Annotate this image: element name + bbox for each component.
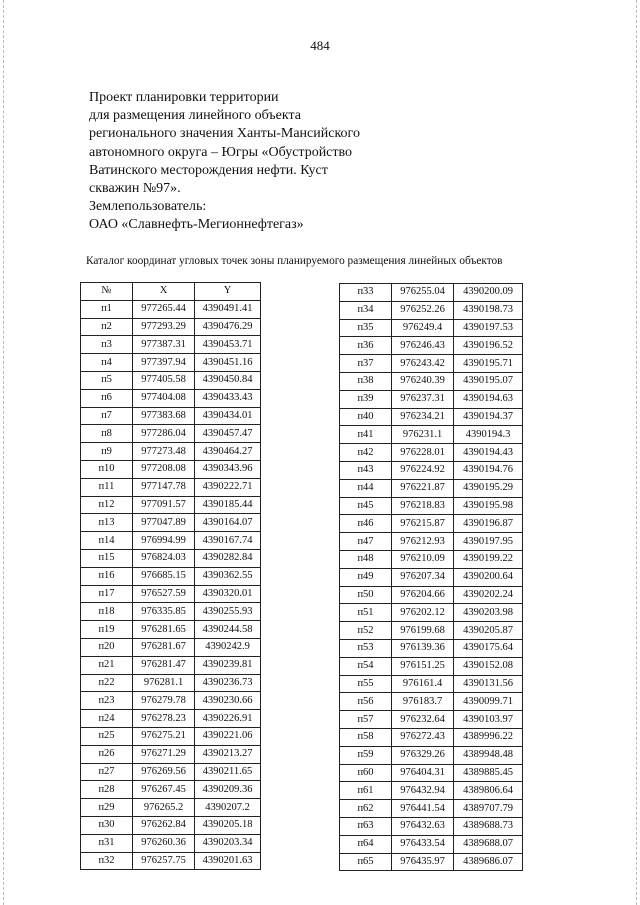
x-coordinate-cell: 976255.04: [392, 284, 454, 302]
header-line: для размещения линейного объекта: [89, 108, 301, 124]
point-number-cell: п19: [81, 621, 133, 639]
point-number-cell: п44: [340, 479, 392, 497]
point-number-cell: п22: [81, 674, 133, 692]
table-row: [81, 496, 261, 514]
y-coordinate-cell: 4390200.09: [454, 284, 523, 302]
x-coordinate-cell: 976404.31: [392, 764, 454, 782]
table-row: [81, 300, 261, 318]
x-coordinate-cell: 977293.29: [133, 318, 195, 336]
y-coordinate-cell: 4390211.65: [195, 763, 261, 781]
document-header: [89, 89, 409, 235]
x-coordinate-cell: 976271.29: [133, 745, 195, 763]
table-row: [340, 728, 523, 746]
y-coordinate-cell: 4390434.01: [195, 407, 261, 425]
table-row: [340, 319, 523, 337]
y-coordinate-cell: 4390239.81: [195, 656, 261, 674]
x-coordinate-cell: 976234.21: [392, 408, 454, 426]
table-row: [81, 727, 261, 745]
table-row: [340, 497, 523, 515]
y-coordinate-cell: 4390221.06: [195, 727, 261, 745]
x-coordinate-cell: 977273.48: [133, 443, 195, 461]
header-line: скважин №97».: [89, 181, 181, 197]
point-number-cell: п56: [340, 693, 392, 711]
point-number-cell: п48: [340, 550, 392, 568]
x-coordinate-cell: 976183.7: [392, 693, 454, 711]
table-row: [340, 657, 523, 675]
x-coordinate-cell: 976210.09: [392, 550, 454, 568]
point-number-cell: п2: [81, 318, 133, 336]
point-number-cell: п54: [340, 657, 392, 675]
y-coordinate-cell: 4390195.07: [454, 372, 523, 390]
table-row: [81, 532, 261, 550]
point-number-cell: п32: [81, 852, 133, 870]
x-coordinate-cell: 976240.39: [392, 372, 454, 390]
y-coordinate-cell: 4389707.79: [454, 800, 523, 818]
x-coordinate-cell: 976527.59: [133, 585, 195, 603]
y-coordinate-cell: 4389996.22: [454, 728, 523, 746]
x-coordinate-cell: 976281.1: [133, 674, 195, 692]
table-row: [81, 692, 261, 710]
scan-right-edge: [635, 0, 637, 905]
table-row: [340, 817, 523, 835]
point-number-cell: п42: [340, 444, 392, 462]
y-coordinate-cell: 4390320.01: [195, 585, 261, 603]
y-coordinate-cell: 4389688.07: [454, 835, 523, 853]
x-coordinate-cell: 977047.89: [133, 514, 195, 532]
x-coordinate-cell: 976441.54: [392, 800, 454, 818]
point-number-cell: п38: [340, 372, 392, 390]
x-coordinate-cell: 976257.75: [133, 852, 195, 870]
point-number-cell: п7: [81, 407, 133, 425]
x-coordinate-cell: 976252.26: [392, 301, 454, 319]
table-row: [340, 639, 523, 657]
header-line: автономного округа – Югры «Обустройство: [89, 144, 353, 160]
table-row: [81, 514, 261, 532]
table-row: [81, 638, 261, 656]
table-row: [81, 318, 261, 336]
table-row: [340, 444, 523, 462]
x-coordinate-cell: 976278.23: [133, 710, 195, 728]
x-coordinate-cell: 976432.63: [392, 817, 454, 835]
point-number-cell: п62: [340, 800, 392, 818]
table-row: [340, 675, 523, 693]
y-coordinate-cell: 4390207.2: [195, 799, 261, 817]
y-coordinate-cell: 4390175.64: [454, 639, 523, 657]
x-coordinate-cell: 976435.97: [392, 853, 454, 871]
point-number-cell: п65: [340, 853, 392, 871]
x-coordinate-cell: 977405.58: [133, 371, 195, 389]
x-coordinate-cell: 976218.83: [392, 497, 454, 515]
scan-left-edge: [3, 0, 5, 905]
x-coordinate-cell: 977383.68: [133, 407, 195, 425]
point-number-cell: п43: [340, 461, 392, 479]
point-number-cell: п39: [340, 390, 392, 408]
table-row: [81, 389, 261, 407]
header-line: Проект планировки территории: [89, 90, 279, 105]
point-number-cell: п1: [81, 300, 133, 318]
point-number-cell: п61: [340, 782, 392, 800]
y-coordinate-cell: 4390194.37: [454, 408, 523, 426]
y-coordinate-cell: 4390152.08: [454, 657, 523, 675]
y-coordinate-cell: 4390195.71: [454, 355, 523, 373]
x-coordinate-cell: 977286.04: [133, 425, 195, 443]
point-number-cell: п29: [81, 799, 133, 817]
table-row: [81, 834, 261, 852]
x-coordinate-cell: 976281.47: [133, 656, 195, 674]
page-number: 484: [310, 38, 330, 53]
header-number: №: [81, 283, 133, 301]
point-number-cell: п33: [340, 284, 392, 302]
point-number-cell: п31: [81, 834, 133, 852]
x-coordinate-cell: 976204.66: [392, 586, 454, 604]
header-line: Ватинского месторождения нефти. Куст: [89, 162, 328, 178]
y-coordinate-cell: 4390201.63: [195, 852, 261, 870]
point-number-cell: п34: [340, 301, 392, 319]
point-number-cell: п11: [81, 478, 133, 496]
point-number-cell: п17: [81, 585, 133, 603]
x-coordinate-cell: 976269.56: [133, 763, 195, 781]
table-header-row: [81, 283, 261, 301]
y-coordinate-cell: 4390205.18: [195, 816, 261, 834]
table-row: [81, 354, 261, 372]
x-coordinate-cell: 976272.43: [392, 728, 454, 746]
table-row: [81, 585, 261, 603]
point-number-cell: п40: [340, 408, 392, 426]
y-coordinate-cell: 4390164.07: [195, 514, 261, 532]
table-row: [340, 390, 523, 408]
y-coordinate-cell: 4390205.87: [454, 622, 523, 640]
table-row: [340, 568, 523, 586]
y-coordinate-cell: 4390230.66: [195, 692, 261, 710]
point-number-cell: п60: [340, 764, 392, 782]
x-coordinate-cell: 976824.03: [133, 549, 195, 567]
table-row: [340, 853, 523, 871]
point-number-cell: п6: [81, 389, 133, 407]
y-coordinate-cell: 4390282.84: [195, 549, 261, 567]
x-coordinate-cell: 976335.85: [133, 603, 195, 621]
table-row: [340, 372, 523, 390]
y-coordinate-cell: 4390203.98: [454, 604, 523, 622]
table-caption: Каталог координат угловых точек зоны планируемого размещения линейных объектов: [86, 255, 503, 267]
point-number-cell: п41: [340, 426, 392, 444]
table-row: [340, 693, 523, 711]
y-coordinate-cell: 4389686.07: [454, 853, 523, 871]
y-coordinate-cell: 4390198.73: [454, 301, 523, 319]
point-number-cell: п30: [81, 816, 133, 834]
table-row: [81, 407, 261, 425]
x-coordinate-cell: 976215.87: [392, 515, 454, 533]
table-row: [340, 301, 523, 319]
x-coordinate-cell: 977404.08: [133, 389, 195, 407]
y-coordinate-cell: 4390453.71: [195, 336, 261, 354]
point-number-cell: п13: [81, 514, 133, 532]
x-coordinate-cell: 976267.45: [133, 781, 195, 799]
table-row: [81, 371, 261, 389]
header-line: регионального значения Ханты-Мансийского: [89, 126, 360, 142]
point-number-cell: п24: [81, 710, 133, 728]
y-coordinate-cell: 4390209.36: [195, 781, 261, 799]
y-coordinate-cell: 4390491.41: [195, 300, 261, 318]
coordinates-table-right: [339, 283, 523, 871]
header-y: Y: [195, 283, 261, 301]
point-number-cell: п23: [81, 692, 133, 710]
table-row: [81, 478, 261, 496]
y-coordinate-cell: 4390236.73: [195, 674, 261, 692]
point-number-cell: п46: [340, 515, 392, 533]
point-number-cell: п64: [340, 835, 392, 853]
point-number-cell: п14: [81, 532, 133, 550]
y-coordinate-cell: 4390197.53: [454, 319, 523, 337]
table-row: [340, 782, 523, 800]
y-coordinate-cell: 4390213.27: [195, 745, 261, 763]
x-coordinate-cell: 976262.84: [133, 816, 195, 834]
table-row: [340, 515, 523, 533]
point-number-cell: п55: [340, 675, 392, 693]
point-number-cell: п21: [81, 656, 133, 674]
point-number-cell: п15: [81, 549, 133, 567]
x-coordinate-cell: 977208.08: [133, 460, 195, 478]
point-number-cell: п51: [340, 604, 392, 622]
y-coordinate-cell: 4390255.93: [195, 603, 261, 621]
x-coordinate-cell: 976994.99: [133, 532, 195, 550]
y-coordinate-cell: 4390167.74: [195, 532, 261, 550]
table-row: [81, 336, 261, 354]
table-row: [340, 800, 523, 818]
x-coordinate-cell: 976281.65: [133, 621, 195, 639]
x-coordinate-cell: 976199.68: [392, 622, 454, 640]
y-coordinate-cell: 4390203.34: [195, 834, 261, 852]
point-number-cell: п49: [340, 568, 392, 586]
point-number-cell: п47: [340, 533, 392, 551]
x-coordinate-cell: 976281.67: [133, 638, 195, 656]
y-coordinate-cell: 4390194.63: [454, 390, 523, 408]
y-coordinate-cell: 4390185.44: [195, 496, 261, 514]
y-coordinate-cell: 4390451.16: [195, 354, 261, 372]
x-coordinate-cell: 976433.54: [392, 835, 454, 853]
y-coordinate-cell: 4389885.45: [454, 764, 523, 782]
table-row: [340, 835, 523, 853]
x-coordinate-cell: 976279.78: [133, 692, 195, 710]
table-row: [340, 337, 523, 355]
table-row: [340, 711, 523, 729]
y-coordinate-cell: 4390222.71: [195, 478, 261, 496]
y-coordinate-cell: 4390196.52: [454, 337, 523, 355]
header-line: Землепользователь:: [89, 199, 207, 215]
y-coordinate-cell: 4389806.64: [454, 782, 523, 800]
x-coordinate-cell: 976685.15: [133, 567, 195, 585]
point-number-cell: п20: [81, 638, 133, 656]
x-coordinate-cell: 976221.87: [392, 479, 454, 497]
x-coordinate-cell: 976151.25: [392, 657, 454, 675]
x-coordinate-cell: 976207.34: [392, 568, 454, 586]
point-number-cell: п63: [340, 817, 392, 835]
y-coordinate-cell: 4390194.3: [454, 426, 523, 444]
y-coordinate-cell: 4390226.91: [195, 710, 261, 728]
y-coordinate-cell: 4390196.87: [454, 515, 523, 533]
table-row: [340, 586, 523, 604]
x-coordinate-cell: 976260.36: [133, 834, 195, 852]
y-coordinate-cell: 4390362.55: [195, 567, 261, 585]
x-coordinate-cell: 976161.4: [392, 675, 454, 693]
table-row: [340, 533, 523, 551]
table-row: [81, 460, 261, 478]
point-number-cell: п3: [81, 336, 133, 354]
x-coordinate-cell: 977397.94: [133, 354, 195, 372]
x-coordinate-cell: 976231.1: [392, 426, 454, 444]
y-coordinate-cell: 4390131.56: [454, 675, 523, 693]
x-coordinate-cell: 976224.92: [392, 461, 454, 479]
table-row: [81, 443, 261, 461]
point-number-cell: п59: [340, 746, 392, 764]
y-coordinate-cell: 4390194.76: [454, 461, 523, 479]
y-coordinate-cell: 4390476.29: [195, 318, 261, 336]
x-coordinate-cell: 976139.36: [392, 639, 454, 657]
y-coordinate-cell: 4390194.43: [454, 444, 523, 462]
table-row: [81, 781, 261, 799]
x-coordinate-cell: 976265.2: [133, 799, 195, 817]
table-row: [81, 710, 261, 728]
x-coordinate-cell: 977387.31: [133, 336, 195, 354]
x-coordinate-cell: 976237.31: [392, 390, 454, 408]
y-coordinate-cell: 4390244.58: [195, 621, 261, 639]
x-coordinate-cell: 976228.01: [392, 444, 454, 462]
header-x: X: [133, 283, 195, 301]
table-row: [81, 603, 261, 621]
x-coordinate-cell: 976275.21: [133, 727, 195, 745]
x-coordinate-cell: 976329.26: [392, 746, 454, 764]
table-row: [81, 763, 261, 781]
x-coordinate-cell: 976246.43: [392, 337, 454, 355]
point-number-cell: п10: [81, 460, 133, 478]
table-row: [81, 425, 261, 443]
table-row: [81, 656, 261, 674]
table-row: [340, 408, 523, 426]
table-row: [81, 567, 261, 585]
table-row: [340, 479, 523, 497]
point-number-cell: п37: [340, 355, 392, 373]
x-coordinate-cell: 977147.78: [133, 478, 195, 496]
y-coordinate-cell: 4390242.9: [195, 638, 261, 656]
point-number-cell: п8: [81, 425, 133, 443]
table-row: [340, 426, 523, 444]
y-coordinate-cell: 4389948.48: [454, 746, 523, 764]
table-row: [81, 674, 261, 692]
table-row: [340, 604, 523, 622]
y-coordinate-cell: 4390195.29: [454, 479, 523, 497]
header-line: ОАО «Славнефть-Мегионнефтегаз»: [89, 217, 304, 233]
y-coordinate-cell: 4390200.64: [454, 568, 523, 586]
y-coordinate-cell: 4390457.47: [195, 425, 261, 443]
x-coordinate-cell: 976243.42: [392, 355, 454, 373]
point-number-cell: п45: [340, 497, 392, 515]
y-coordinate-cell: 4390197.95: [454, 533, 523, 551]
x-coordinate-cell: 976249.4: [392, 319, 454, 337]
point-number-cell: п5: [81, 371, 133, 389]
y-coordinate-cell: 4390103.97: [454, 711, 523, 729]
y-coordinate-cell: 4390343.96: [195, 460, 261, 478]
table-row: [81, 852, 261, 870]
point-number-cell: п28: [81, 781, 133, 799]
point-number-cell: п35: [340, 319, 392, 337]
x-coordinate-cell: 976202.12: [392, 604, 454, 622]
table-row: [340, 746, 523, 764]
point-number-cell: п53: [340, 639, 392, 657]
point-number-cell: п58: [340, 728, 392, 746]
point-number-cell: п18: [81, 603, 133, 621]
table-row: [81, 621, 261, 639]
y-coordinate-cell: 4390199.22: [454, 550, 523, 568]
table-row: [81, 549, 261, 567]
y-coordinate-cell: 4390464.27: [195, 443, 261, 461]
x-coordinate-cell: 976432.94: [392, 782, 454, 800]
y-coordinate-cell: 4390195.98: [454, 497, 523, 515]
y-coordinate-cell: 4390202.24: [454, 586, 523, 604]
y-coordinate-cell: 4390099.71: [454, 693, 523, 711]
table-row: [340, 284, 523, 302]
point-number-cell: п36: [340, 337, 392, 355]
y-coordinate-cell: 4389688.73: [454, 817, 523, 835]
point-number-cell: п57: [340, 711, 392, 729]
point-number-cell: п16: [81, 567, 133, 585]
x-coordinate-cell: 976212.93: [392, 533, 454, 551]
table-row: [81, 816, 261, 834]
point-number-cell: п4: [81, 354, 133, 372]
point-number-cell: п9: [81, 443, 133, 461]
point-number-cell: п26: [81, 745, 133, 763]
table-row: [340, 622, 523, 640]
x-coordinate-cell: 976232.64: [392, 711, 454, 729]
x-coordinate-cell: 977091.57: [133, 496, 195, 514]
table-row: [340, 764, 523, 782]
table-row: [340, 461, 523, 479]
point-number-cell: п25: [81, 727, 133, 745]
table-row: [81, 745, 261, 763]
table-row: [340, 550, 523, 568]
point-number-cell: п12: [81, 496, 133, 514]
table-row: [340, 355, 523, 373]
point-number-cell: п27: [81, 763, 133, 781]
point-number-cell: п50: [340, 586, 392, 604]
x-coordinate-cell: 977265.44: [133, 300, 195, 318]
coordinates-table-left: [80, 282, 261, 870]
point-number-cell: п52: [340, 622, 392, 640]
y-coordinate-cell: 4390450.84: [195, 371, 261, 389]
y-coordinate-cell: 4390433.43: [195, 389, 261, 407]
table-row: [81, 799, 261, 817]
